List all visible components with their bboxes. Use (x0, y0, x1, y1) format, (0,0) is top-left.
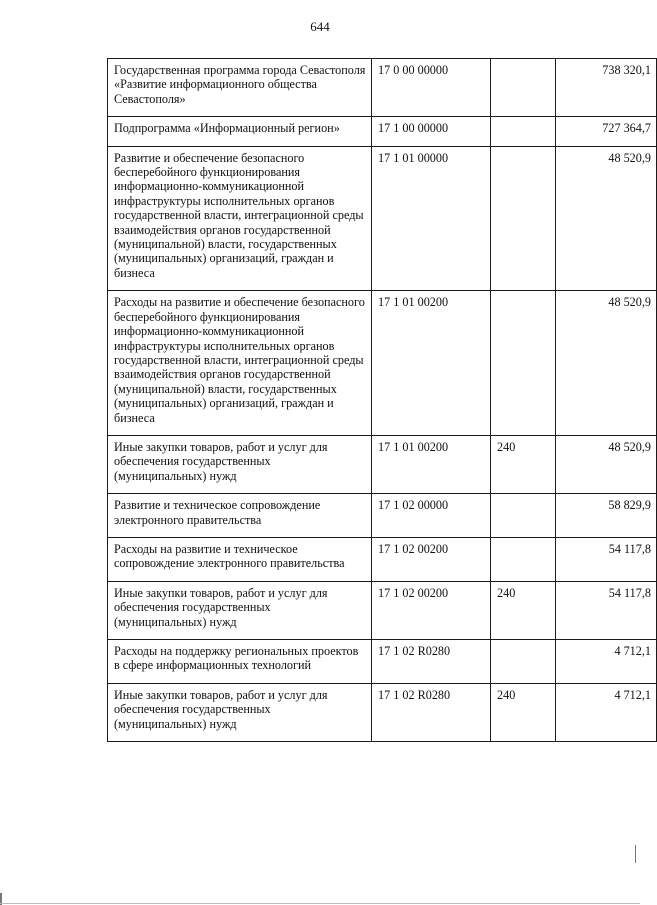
table-row (108, 146, 657, 291)
row-name-cell: Государственная программа города Севастополя «Развитие информационного общества Севастополя» (108, 59, 372, 117)
row-sum-cell: 48 520,9 (556, 146, 657, 291)
row-name-cell: Иные закупки товаров, работ и услуг для обеспечения государственных (муниципальных) нужд (108, 581, 372, 639)
scan-edge-mark-bottom (0, 903, 640, 904)
row-code-cell: 17 1 02 R0280 (372, 640, 491, 684)
row-name-cell: Развитие и техническое сопровождение электронного правительства (108, 494, 372, 538)
row-sum-cell: 58 829,9 (556, 494, 657, 538)
table-row (108, 291, 657, 436)
row-type-cell: 240 (491, 581, 556, 639)
table-row (108, 537, 657, 581)
table-row (108, 581, 657, 639)
page-number: 644 (310, 19, 330, 34)
row-type-cell (491, 494, 556, 538)
row-sum-cell: 54 117,8 (556, 537, 657, 581)
table-row (108, 117, 657, 146)
table-row (108, 640, 657, 684)
row-code-cell: 17 1 01 00200 (372, 291, 491, 436)
row-type-cell (491, 146, 556, 291)
row-sum-cell: 738 320,1 (556, 59, 657, 117)
row-code-cell: 17 1 02 00200 (372, 581, 491, 639)
row-type-cell (491, 537, 556, 581)
row-type-cell: 240 (491, 683, 556, 741)
row-code-cell: 17 1 01 00000 (372, 146, 491, 291)
row-name-cell: Расходы на развитие и обеспечение безопасного бесперебойного функционирования информационно-коммуникационной инфраструктуры исполнительных органов государственной власти, интеграционной среды взаимодействия органов государственной (муниципальной) власти, государственных (муниципальных) организаций, граждан и бизнеса (108, 291, 372, 436)
row-name-cell: Подпрограмма «Информационный регион» (108, 117, 372, 146)
row-type-cell (491, 117, 556, 146)
budget-table (107, 58, 657, 742)
row-name-cell: Иные закупки товаров, работ и услуг для обеспечения государственных (муниципальных) нужд (108, 435, 372, 493)
table-row (108, 59, 657, 117)
row-sum-cell: 54 117,8 (556, 581, 657, 639)
row-code-cell: 17 1 02 00000 (372, 494, 491, 538)
table-row (108, 435, 657, 493)
row-sum-cell: 727 364,7 (556, 117, 657, 146)
row-sum-cell: 48 520,9 (556, 291, 657, 436)
row-name-cell: Расходы на поддержку региональных проектов в сфере информационных технологий (108, 640, 372, 684)
row-type-cell (491, 59, 556, 117)
row-code-cell: 17 0 00 00000 (372, 59, 491, 117)
row-code-cell: 17 1 01 00200 (372, 435, 491, 493)
row-type-cell (491, 640, 556, 684)
row-sum-cell: 48 520,9 (556, 435, 657, 493)
row-name-cell: Развитие и обеспечение безопасного бесперебойного функционирования информационно-коммуникационной инфраструктуры исполнительных органов государственной власти, интеграционной среды взаимодействия органов государственной (муниципальной) власти, государственных (муниципальных) организаций, граждан и бизнеса (108, 146, 372, 291)
row-name-cell: Иные закупки товаров, работ и услуг для обеспечения государственных (муниципальных) нужд (108, 683, 372, 741)
table-row (108, 683, 657, 741)
row-name-cell: Расходы на развитие и техническое сопровождение электронного правительства (108, 537, 372, 581)
row-code-cell: 17 1 02 R0280 (372, 683, 491, 741)
row-type-cell (491, 291, 556, 436)
row-sum-cell: 4 712,1 (556, 683, 657, 741)
row-code-cell: 17 1 00 00000 (372, 117, 491, 146)
row-type-cell: 240 (491, 435, 556, 493)
row-code-cell: 17 1 02 00200 (372, 537, 491, 581)
row-sum-cell: 4 712,1 (556, 640, 657, 684)
scan-edge-mark-right (635, 845, 636, 863)
table-row (108, 494, 657, 538)
